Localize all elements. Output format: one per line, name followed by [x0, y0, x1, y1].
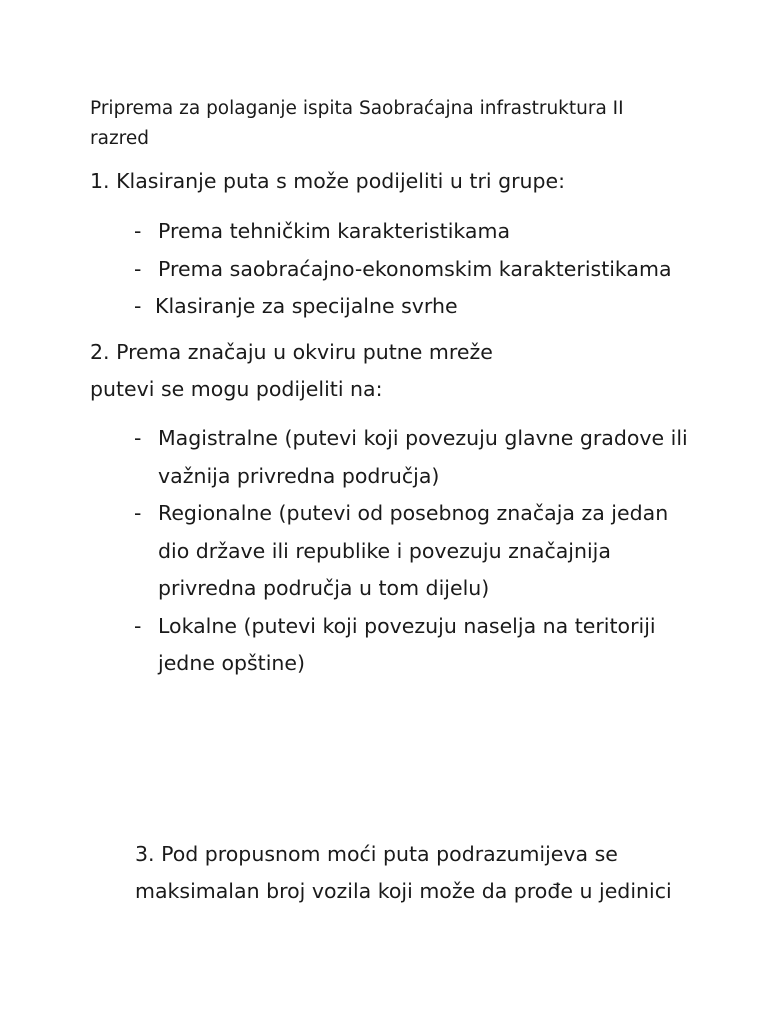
list-item [134, 420, 688, 495]
bullet-dash: - [134, 294, 142, 318]
document-heading: Priprema za polaganje ispita Saobraćajna infrastruktura II razred [90, 98, 624, 149]
section3-line1: 3. Pod propusnom moći puta podrazumijeva se [135, 842, 618, 866]
section2-list [134, 420, 688, 683]
list-item [134, 608, 688, 683]
bullet-dash: - [134, 613, 142, 638]
list-item-text: Klasiranje za specijalne svrhe [155, 294, 458, 318]
section2-intro-line1: 2. Prema značaju u okviru putne mreže [90, 340, 493, 364]
section2-intro-line2: putevi se mogu podijeliti na: [90, 377, 383, 401]
list-item-line: Regionalne (putevi od posebnog značaja za jedan [158, 501, 669, 525]
section3-line2: maksimalan broj vozila koji može da prođe u jedinici [135, 879, 672, 903]
section1-list [134, 213, 672, 326]
list-item-line: privredna područja u tom dijelu) [158, 576, 490, 600]
list-item [134, 495, 688, 608]
list-item [134, 251, 672, 289]
list-item [134, 288, 672, 326]
list-item-line: dio države ili republike i povezuju značajnija [158, 538, 611, 563]
bullet-dash: - [134, 219, 142, 243]
list-item-line: jedne opštine) [158, 651, 306, 675]
bullet-dash: - [134, 501, 142, 525]
list-item-text: Prema tehničkim karakteristikama [158, 219, 511, 243]
list-item [134, 213, 672, 251]
bullet-dash: - [134, 426, 142, 450]
list-item-line: Magistralne (putevi koji povezuju glavne gradove ili [158, 426, 688, 450]
bullet-dash: - [134, 256, 142, 281]
list-item-text: Prema saobraćajno-ekonomskim karakteristikama [158, 256, 672, 281]
list-item-line: Lokalne (putevi koji povezuju naselja na teritoriji [158, 613, 656, 638]
section1-intro: 1. Klasiranje puta s može podijeliti u tri grupe: [90, 169, 566, 193]
list-item-line: važnija privredna područja) [158, 463, 440, 488]
